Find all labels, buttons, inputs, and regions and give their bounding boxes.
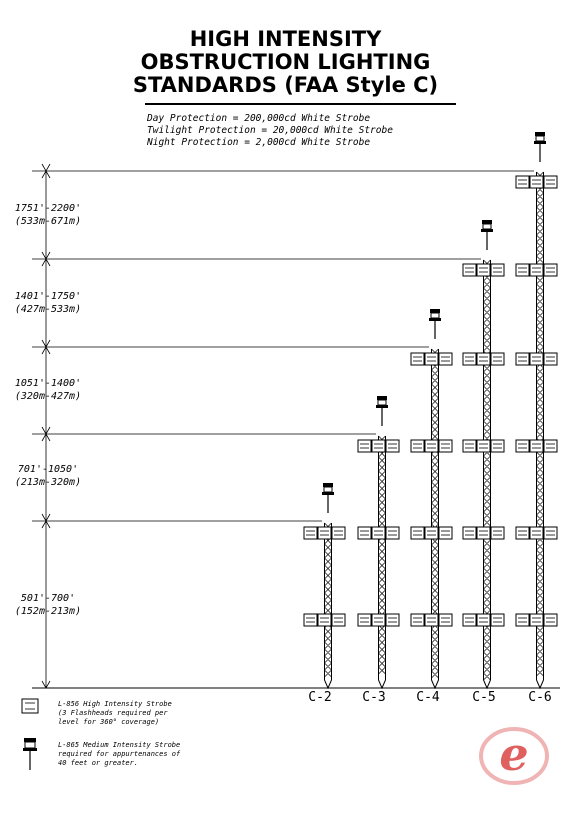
high-intensity-strobe: [463, 440, 504, 452]
beacon-lens: [324, 487, 332, 492]
flashhead-box: [516, 614, 529, 626]
tower-c-6: [537, 172, 544, 688]
flashhead-box: [439, 614, 452, 626]
flashhead-box: [544, 264, 557, 276]
tower-lattice: [379, 436, 386, 674]
tower-base: [325, 680, 332, 688]
flashhead-box: [477, 527, 490, 539]
flashhead-box: [304, 527, 317, 539]
title-line-3: STANDARDS (FAA Style C): [132, 73, 439, 97]
day-protection-note: Day Protection = 200,000cd White Strobe: [147, 113, 371, 124]
legend-text-line: (3 Flashheads required per: [58, 709, 168, 717]
flashhead-box: [463, 527, 476, 539]
flashhead-box: [463, 264, 476, 276]
flashhead-box: [439, 353, 452, 365]
band-meters: (427m-533m): [14, 304, 82, 315]
high-intensity-strobe: [411, 440, 452, 452]
flashhead-box: [544, 527, 557, 539]
high-intensity-strobe: [463, 264, 504, 276]
band-meters: (152m-213m): [14, 606, 82, 617]
legend-flashhead-box: [22, 699, 38, 713]
flashhead-box: [530, 264, 543, 276]
high-intensity-strobe: [463, 614, 504, 626]
flashhead-box: [425, 614, 438, 626]
flashhead-box: [411, 527, 424, 539]
flashhead-box: [358, 440, 371, 452]
night-protection-note: Night Protection = 2,000cd White Strobe: [147, 137, 371, 148]
dimension-arrow: [42, 164, 50, 171]
flashhead-box: [491, 440, 504, 452]
beacon-base: [376, 405, 388, 408]
medium-intensity-beacon: [481, 220, 493, 250]
flashhead-box: [544, 176, 557, 188]
flashhead-box: [411, 353, 424, 365]
beacon-cap: [482, 220, 492, 224]
flashhead-box: [439, 440, 452, 452]
height-band-label: [6, 592, 90, 618]
flashhead-box: [463, 440, 476, 452]
band-meters: (213m-320m): [14, 477, 82, 488]
tower-lattice: [325, 523, 332, 677]
band-feet: 1051'-1400': [14, 378, 82, 389]
flashhead-box: [332, 614, 345, 626]
flashhead-box: [372, 527, 385, 539]
medium-intensity-strobe-icon: [23, 738, 37, 770]
flashhead-box: [477, 353, 490, 365]
high-intensity-strobe: [358, 614, 399, 626]
flashhead-box: [411, 440, 424, 452]
high-intensity-strobe: [516, 264, 557, 276]
medium-intensity-beacon: [429, 309, 441, 339]
medium-intensity-beacon: [376, 396, 388, 426]
flashhead-box: [463, 353, 476, 365]
medium-intensity-beacon: [534, 132, 546, 162]
flashhead-box: [358, 614, 371, 626]
flashhead-box: [477, 440, 490, 452]
beacon-base: [534, 141, 546, 144]
legend-medium-intensity: [58, 741, 180, 768]
high-intensity-strobe: [516, 527, 557, 539]
height-band-label: [6, 202, 90, 228]
beacon-cap: [377, 396, 387, 400]
tower-label-c3: C-3: [362, 690, 386, 705]
high-intensity-strobe: [516, 176, 557, 188]
flashhead-box: [386, 440, 399, 452]
tower-lattice: [537, 172, 544, 676]
tower-label-c6: C-6: [528, 690, 552, 705]
flashhead-box: [425, 353, 438, 365]
beacon-cap: [323, 483, 333, 487]
beacon-cap: [535, 132, 545, 136]
legend-text-line: L-865 Medium Intensity Strobe: [58, 741, 181, 749]
beacon-base: [481, 229, 493, 232]
legend-beacon-base: [23, 748, 37, 751]
flashhead-box: [530, 614, 543, 626]
flashhead-box: [439, 527, 452, 539]
tower-base: [379, 680, 386, 688]
flashhead-box: [491, 353, 504, 365]
flashhead-box: [491, 614, 504, 626]
flashhead-box: [372, 614, 385, 626]
flashhead-box: [372, 440, 385, 452]
band-feet: 701'-1050': [17, 464, 79, 475]
title-line-1: HIGH INTENSITY: [189, 27, 382, 51]
flashhead-box: [425, 440, 438, 452]
flashhead-box: [530, 353, 543, 365]
high-intensity-strobe: [411, 353, 452, 365]
flashhead-box: [304, 614, 317, 626]
band-feet: 1751'-2200': [14, 203, 82, 214]
flashhead-box: [544, 614, 557, 626]
legend-beacon-cap: [24, 738, 36, 742]
flashhead-box: [516, 527, 529, 539]
high-intensity-strobe: [463, 527, 504, 539]
high-intensity-strobe: [463, 353, 504, 365]
company-logo: [478, 720, 550, 788]
beacon-lens: [536, 136, 544, 141]
beacon-base: [322, 492, 334, 495]
flashhead-box: [477, 264, 490, 276]
high-intensity-strobe: [411, 527, 452, 539]
twilight-protection-note: Twilight Protection = 20,000cd White Strobe: [147, 125, 393, 136]
flashhead-box: [516, 353, 529, 365]
tower-label-c2: C-2: [308, 690, 332, 705]
flashhead-box: [516, 176, 529, 188]
flashhead-box: [530, 176, 543, 188]
flashhead-box: [544, 440, 557, 452]
legend-high-intensity: [58, 700, 172, 727]
beacon-lens: [431, 313, 439, 318]
flashhead-box: [530, 440, 543, 452]
flashhead-box: [530, 527, 543, 539]
height-band-label: [6, 377, 90, 403]
high-intensity-strobe-icon: [22, 699, 38, 713]
height-band-label: [6, 290, 90, 316]
flashhead-box: [386, 614, 399, 626]
flashhead-box: [544, 353, 557, 365]
flashhead-box: [516, 440, 529, 452]
high-intensity-strobe: [516, 440, 557, 452]
flashhead-box: [318, 527, 331, 539]
flashhead-box: [425, 527, 438, 539]
beacon-lens: [483, 224, 491, 229]
flashhead-box: [491, 264, 504, 276]
flashhead-box: [491, 527, 504, 539]
flashhead-box: [358, 527, 371, 539]
tower-c-4: [432, 349, 439, 688]
band-feet: 1401'-1750': [14, 291, 82, 302]
high-intensity-strobe: [358, 440, 399, 452]
beacon-base: [429, 318, 441, 321]
legend-text-line: L-856 High Intensity Strobe: [58, 700, 172, 708]
tower-label-c4: C-4: [416, 690, 440, 705]
legend-text-line: required for appurtenances of: [58, 750, 181, 758]
high-intensity-strobe: [304, 527, 345, 539]
tower-base: [484, 680, 491, 688]
band-meters: (320m-427m): [14, 391, 82, 402]
legend-text-line: level for 360° coverage): [58, 718, 160, 726]
flashhead-box: [477, 614, 490, 626]
band-meters: (533m-671m): [14, 216, 82, 227]
medium-intensity-beacon: [322, 483, 334, 513]
band-feet: 501'-700': [20, 593, 76, 604]
tower-c-3: [379, 436, 386, 688]
high-intensity-strobe: [304, 614, 345, 626]
high-intensity-strobe: [411, 614, 452, 626]
tower-c-2: [325, 523, 332, 688]
tower-base: [537, 680, 544, 688]
beacon-lens: [378, 400, 386, 405]
tower-label-c5: C-5: [472, 690, 496, 705]
flashhead-box: [386, 527, 399, 539]
beacon-cap: [430, 309, 440, 313]
legend-beacon-lens: [25, 742, 35, 748]
flashhead-box: [463, 614, 476, 626]
flashhead-box: [332, 527, 345, 539]
tower-base: [432, 680, 439, 688]
logo-letter: e: [499, 727, 529, 781]
legend-text-line: 40 feet or greater.: [58, 759, 139, 767]
high-intensity-strobe: [516, 353, 557, 365]
high-intensity-strobe: [358, 527, 399, 539]
high-intensity-strobe: [516, 614, 557, 626]
flashhead-box: [318, 614, 331, 626]
height-band-label: [6, 463, 90, 489]
title-line-2: OBSTRUCTION LIGHTING: [140, 50, 431, 74]
tower-lattice: [432, 349, 439, 678]
flashhead-box: [411, 614, 424, 626]
flashhead-box: [516, 264, 529, 276]
